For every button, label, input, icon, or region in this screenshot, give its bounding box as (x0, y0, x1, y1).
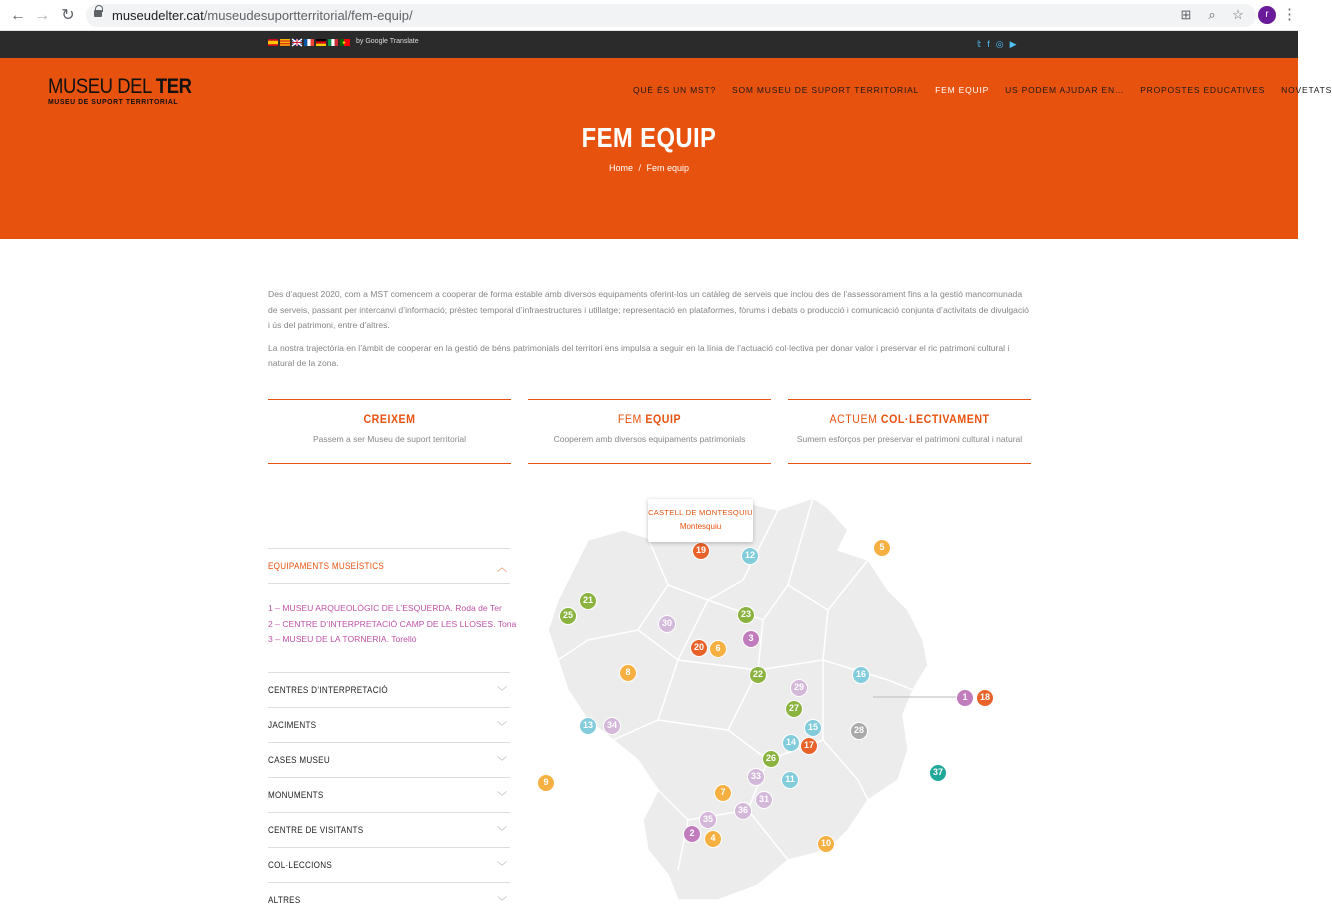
map-marker[interactable]: 12 (741, 547, 759, 565)
nav-item-som-museu[interactable]: SOM MUSEU DE SUPORT TERRITORIAL (732, 85, 920, 95)
chevron-down-icon: ﹀ (497, 687, 507, 698)
map-marker[interactable]: 7 (714, 784, 732, 802)
intro-paragraph-2: La nostra trajectòria en l’àmbit de cooperar en la gestió de béns patrimonials del territori ens impulsa a seguir en la línia de l’actuació col·lectiva per donar valor i preservar el ric patrimoni cultural i natural de la zona. (268, 342, 1010, 368)
map-marker[interactable]: 35 (699, 811, 717, 829)
address-bar[interactable] (86, 4, 1256, 27)
accordion-altres[interactable] (268, 882, 510, 917)
chevron-down-icon: ﹀ (497, 827, 507, 838)
map-marker[interactable]: 37 (929, 764, 947, 782)
browser-toolbar (0, 0, 1300, 31)
twitter-icon[interactable]: 𝕥 (977, 39, 982, 49)
browser-menu-icon[interactable]: ⋮ (1282, 6, 1297, 23)
map-marker[interactable]: 33 (747, 768, 765, 786)
map-marker[interactable]: 5 (873, 539, 891, 557)
map-marker[interactable]: 31 (755, 791, 773, 809)
logo-title (48, 76, 192, 98)
social-links (977, 38, 1017, 50)
accordion-centres-interpretacio[interactable] (268, 672, 510, 707)
map-marker[interactable]: 15 (804, 719, 822, 737)
map-marker[interactable]: 17 (800, 737, 818, 755)
url-text[interactable] (112, 8, 413, 23)
breadcrumb-separator: / (638, 163, 641, 173)
language-flags (268, 39, 350, 46)
map-marker[interactable]: 6 (709, 640, 727, 658)
accordion-label: JACIMENTS (268, 720, 317, 730)
accordion-label: ALTRES (268, 895, 301, 905)
flag-catalan-icon[interactable] (280, 39, 290, 46)
map-marker[interactable]: 1 (956, 689, 974, 707)
lock-icon (94, 9, 102, 18)
chevron-down-icon: ﹀ (497, 897, 507, 908)
flag-portuguese-icon[interactable] (340, 39, 350, 46)
map-marker[interactable]: 3 (742, 630, 760, 648)
google-translate-label[interactable]: by Google Translate (356, 38, 419, 45)
territory-map[interactable] (528, 490, 998, 900)
map-marker[interactable]: 13 (579, 717, 597, 735)
profile-avatar[interactable]: r (1258, 6, 1276, 24)
map-marker[interactable]: 36 (734, 802, 752, 820)
chevron-down-icon: ﹀ (497, 722, 507, 733)
list-item[interactable]: 3 – MUSEU DE LA TORNERIA. Torelló (268, 634, 417, 644)
accordion-label: CENTRE DE VISITANTS (268, 825, 364, 835)
map-marker[interactable]: 29 (790, 679, 808, 697)
map-marker[interactable]: 25 (559, 607, 577, 625)
accordion-centre-visitants[interactable] (268, 812, 510, 847)
main-navigation (633, 85, 1332, 95)
map-marker[interactable]: 27 (785, 700, 803, 718)
feature-title (278, 414, 502, 426)
tooltip-place: Montesquiu (679, 522, 722, 531)
map-marker[interactable]: 2 (683, 825, 701, 843)
map-marker[interactable]: 8 (619, 664, 637, 682)
map-marker[interactable]: 30 (658, 615, 676, 633)
accordion-jaciments[interactable] (268, 707, 510, 742)
flag-french-icon[interactable] (304, 39, 314, 46)
accordion-label: COL·LECCIONS (268, 860, 333, 870)
accordion-label: CENTRES D’INTERPRETACIÓ (268, 685, 388, 695)
breadcrumb-home[interactable]: Home (608, 163, 633, 173)
map-marker[interactable]: 19 (692, 542, 710, 560)
feature-title (798, 414, 1022, 426)
map-marker[interactable]: 21 (579, 592, 597, 610)
accordion-panel (268, 583, 517, 672)
top-bar (0, 31, 1298, 58)
flag-german-icon[interactable] (316, 39, 326, 46)
nav-item-novetats[interactable]: NOVETATS (1281, 85, 1332, 95)
logo-part1: MUSEU DEL (48, 75, 156, 98)
chevron-down-icon: ﹀ (497, 862, 507, 873)
nav-item-propostes-educatives[interactable]: PROPOSTES EDUCATIVES (1140, 85, 1266, 95)
equipment-accordion (268, 548, 517, 917)
facebook-icon[interactable]: f (987, 39, 990, 49)
list-item[interactable]: 2 – CENTRE D’INTERPRETACIÓ CAMP DE LES LLOSES. Tona (268, 618, 517, 629)
feature-description: Passem a ser Museu de suport territorial (312, 434, 467, 444)
flag-italian-icon[interactable] (328, 39, 338, 46)
accordion-colleccions[interactable] (268, 847, 510, 882)
feature-fem-equip (528, 399, 771, 464)
map-marker[interactable]: 26 (762, 750, 780, 768)
feature-title-b: EQUIP (645, 414, 682, 426)
accordion-label: MONUMENTS (268, 790, 324, 800)
map-marker[interactable]: 22 (749, 666, 767, 684)
page-header (0, 58, 1332, 239)
map-marker[interactable]: 14 (782, 734, 800, 752)
logo-part2: TER (155, 75, 192, 98)
tooltip-title: CASTELL DE MONTESQUIU (648, 508, 753, 517)
url-path: /museudesuportterritorial/fem-equip/ (203, 8, 413, 23)
list-item[interactable]: 1 – MUSEU ARQUEOLÒGIC DE L’ESQUERDA. Roda de Ter (268, 603, 502, 613)
feature-title-b: COL·LECTIVAMENT (880, 414, 990, 426)
map-marker[interactable]: 16 (852, 666, 870, 684)
breadcrumb (0, 163, 1298, 173)
accordion-monuments[interactable] (268, 777, 510, 812)
url-host: museudelter.cat (112, 8, 204, 23)
nav-item-fem-equip[interactable]: FEM EQUIP (935, 85, 990, 95)
intro-text (268, 287, 1030, 379)
map-marker[interactable]: 34 (603, 717, 621, 735)
feature-title-a: ACTUEM (829, 414, 881, 426)
chevron-down-icon: ﹀ (497, 792, 507, 803)
accordion-equipaments-museistics[interactable] (268, 548, 510, 583)
map-marker[interactable]: 9 (537, 774, 555, 792)
feature-creixem (268, 399, 511, 464)
nav-item-que-es-mst[interactable]: QUÈ ÉS UN MST? (633, 85, 716, 95)
accordion-label: EQUIPAMENTS MUSEÍSTICS (268, 561, 385, 571)
breadcrumb-current: Fem equip (646, 163, 690, 173)
map-marker[interactable]: 20 (690, 639, 708, 657)
translate-icon[interactable]: ⊞ (1180, 7, 1192, 22)
accordion-cases-museu[interactable] (268, 742, 510, 777)
flag-spanish-icon[interactable] (268, 39, 278, 46)
chevron-down-icon: ﹀ (497, 757, 507, 768)
youtube-icon[interactable]: ▶ (1009, 39, 1017, 49)
logo-subtitle: MUSEU DE SUPORT TERRITORIAL (48, 97, 179, 106)
feature-actuem (788, 399, 1031, 464)
map-marker[interactable]: 4 (704, 830, 722, 848)
map-marker[interactable]: 11 (781, 771, 799, 789)
flag-english-icon[interactable] (292, 39, 302, 46)
map-marker[interactable]: 10 (817, 835, 835, 853)
feature-title-b: CREIXEM (363, 414, 416, 426)
reload-icon[interactable]: ↻ (61, 7, 75, 24)
feature-description: Cooperem amb diversos equipaments patrimonials (553, 434, 746, 444)
map-marker[interactable]: 18 (976, 689, 994, 707)
feature-title-a: FEM (617, 414, 646, 426)
map-marker[interactable]: 28 (850, 722, 868, 740)
zoom-icon[interactable]: ⌕ (1208, 7, 1216, 22)
intro-paragraph-1: Des d’aquest 2020, com a MST comencem a cooperar de forma estable amb diversos equipaments oferint-los un catàleg de serveis que inclou des de l’assessorament fins a la gestió mancomunada de serveis, passant per intercanvi d’informació; préstec temporal d’infraestructures i utillatge; representació en plataformes, fòrums i debats o producció i comunicació conjunta d’activitats de divulgació i ús del patrimoni, entre d’altres. (268, 289, 1029, 330)
accordion-label: CASES MUSEU (268, 755, 330, 765)
feature-title (538, 414, 762, 426)
map-tooltip (648, 499, 753, 542)
nav-item-us-podem-ajudar[interactable]: US PODEM AJUDAR EN… (1005, 85, 1125, 95)
forward-arrow-icon[interactable]: → (34, 7, 50, 24)
chevron-up-icon: ︿ (497, 563, 507, 574)
feature-description: Sumem esforços per preservar el patrimoni cultural i natural (796, 434, 1023, 444)
bookmark-star-icon[interactable]: ☆ (1232, 7, 1244, 22)
back-arrow-icon[interactable]: ← (10, 7, 26, 24)
page-title: FEM EQUIP (581, 122, 717, 153)
instagram-icon[interactable]: ◎ (995, 39, 1004, 49)
map-marker[interactable]: 23 (737, 606, 755, 624)
site-logo[interactable] (48, 76, 211, 106)
